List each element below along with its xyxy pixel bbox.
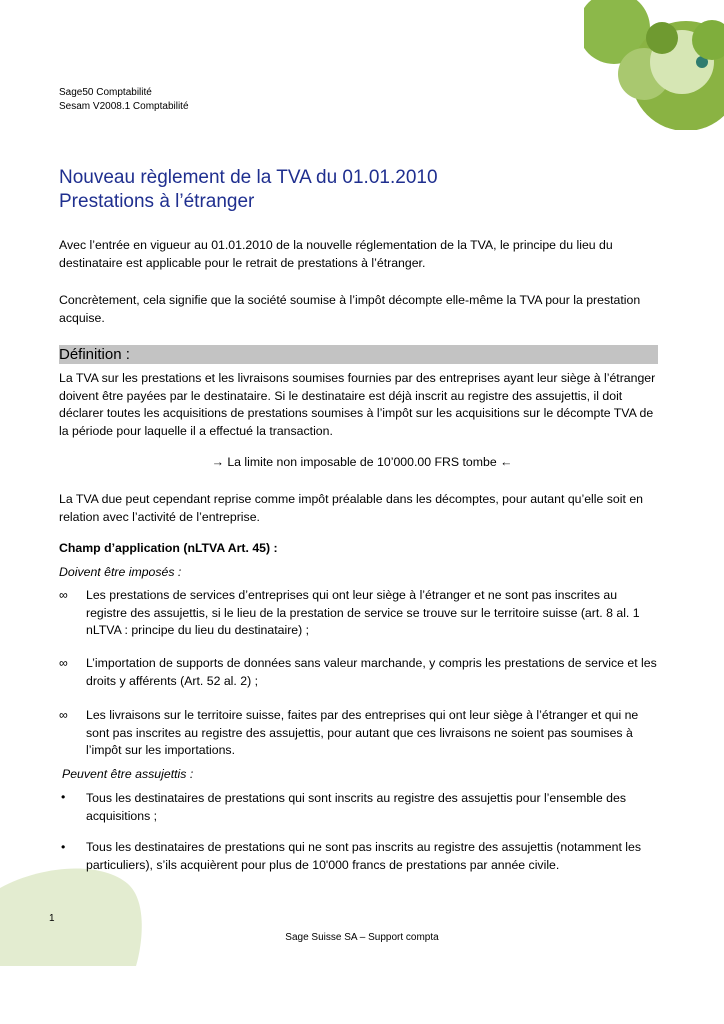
header-line-1: Sage50 Comptabilité bbox=[59, 87, 152, 98]
must-item-1: Les prestations de services d’entreprises qui ont leur siège à l’étranger et ne sont pas inscrites au registre des assujettis, si le lieu de la prestation de service se trouve sur le territoire suisse (art. 8 al. 1 nLTVA : principe du lieu du destinataire) ; bbox=[86, 588, 640, 637]
bullet-icon: • bbox=[61, 790, 66, 804]
title-line-1: Nouveau règlement de la TVA du 01.01.2010 bbox=[59, 167, 438, 188]
infinity-bullet-icon: ∞ bbox=[59, 656, 68, 670]
footer-company: Sage Suisse SA – Support compta bbox=[285, 932, 439, 943]
tva-deduction-paragraph: La TVA due peut cependant reprise comme impôt préalable dans les décomptes, pour autant qu’elle soit en relation avec l’activité de l’entreprise. bbox=[59, 492, 644, 524]
deco-leaf-shape bbox=[0, 869, 142, 966]
title-line-2: Prestations à l’étranger bbox=[59, 191, 255, 212]
may-heading: Peuvent être assujettis : bbox=[62, 767, 194, 781]
document-header bbox=[59, 86, 189, 114]
arrow-left-icon: ← bbox=[500, 455, 513, 469]
must-item-2: L’importation de supports de données sans valeur marchande, y compris les prestations de service et les droits y afférents (Art. 52 al. 2) ; bbox=[86, 656, 657, 688]
deco-circle-5 bbox=[646, 22, 678, 54]
arrow-right-icon: → bbox=[211, 455, 224, 469]
header-decoration bbox=[584, 0, 724, 130]
intro-paragraph-1: Avec l’entrée en vigueur au 01.01.2010 de la nouvelle réglementation de la TVA, le principe du lieu du destinataire est applicable pour le retrait de prestations à l’étranger. bbox=[59, 238, 613, 270]
limit-line bbox=[59, 455, 665, 469]
bullet-icon: • bbox=[61, 840, 66, 854]
limit-text: La limite non imposable de 10’000.00 FRS tombe bbox=[227, 455, 497, 469]
must-item-3: Les livraisons sur le territoire suisse, faites par des entreprises qui ont leur siège à l’étranger et qui ne sont pas inscrites au registre des assujettis, pour autant que ces livraisons ne soient pas soumises à l’impôt sur les importations. bbox=[86, 708, 639, 757]
definition-paragraph: La TVA sur les prestations et les livraisons soumises fournies par des entreprises ayant leur siège à l’étranger doivent être payées par le destinataire. Si le destinataire est déjà inscrit au registre des assujettis, il doit déclarer toutes les acquisitions de prestations soumises à l’impôt sur les acquisitions sur le décompte TVA de la période pour laquelle il a effectué la transaction. bbox=[59, 371, 656, 438]
definition-heading: Définition : bbox=[59, 345, 658, 364]
page-title bbox=[59, 166, 438, 214]
footer-decoration bbox=[0, 866, 150, 966]
may-item-1: Tous les destinataires de prestations qui sont inscrits au registre des assujettis pour l’ensemble des acquisitions ; bbox=[86, 791, 626, 823]
infinity-bullet-icon: ∞ bbox=[59, 708, 68, 722]
may-item-2: Tous les destinataires de prestations qui ne sont pas inscrits au registre des assujettis (notamment les particuliers), s’ils acquièrent pour plus de 10'000 francs de prestations par année civile. bbox=[86, 840, 642, 872]
intro-paragraph-2: Concrètement, cela signifie que la société soumise à l’impôt décompte elle-même la TVA pour la prestation acquise. bbox=[59, 293, 641, 325]
header-line-2: Sesam V2008.1 Comptabilité bbox=[59, 101, 189, 112]
must-heading: Doivent être imposés : bbox=[59, 565, 182, 579]
scope-heading: Champ d’application (nLTVA Art. 45) : bbox=[59, 541, 278, 555]
page-number: 1 bbox=[49, 913, 55, 924]
infinity-bullet-icon: ∞ bbox=[59, 588, 68, 602]
